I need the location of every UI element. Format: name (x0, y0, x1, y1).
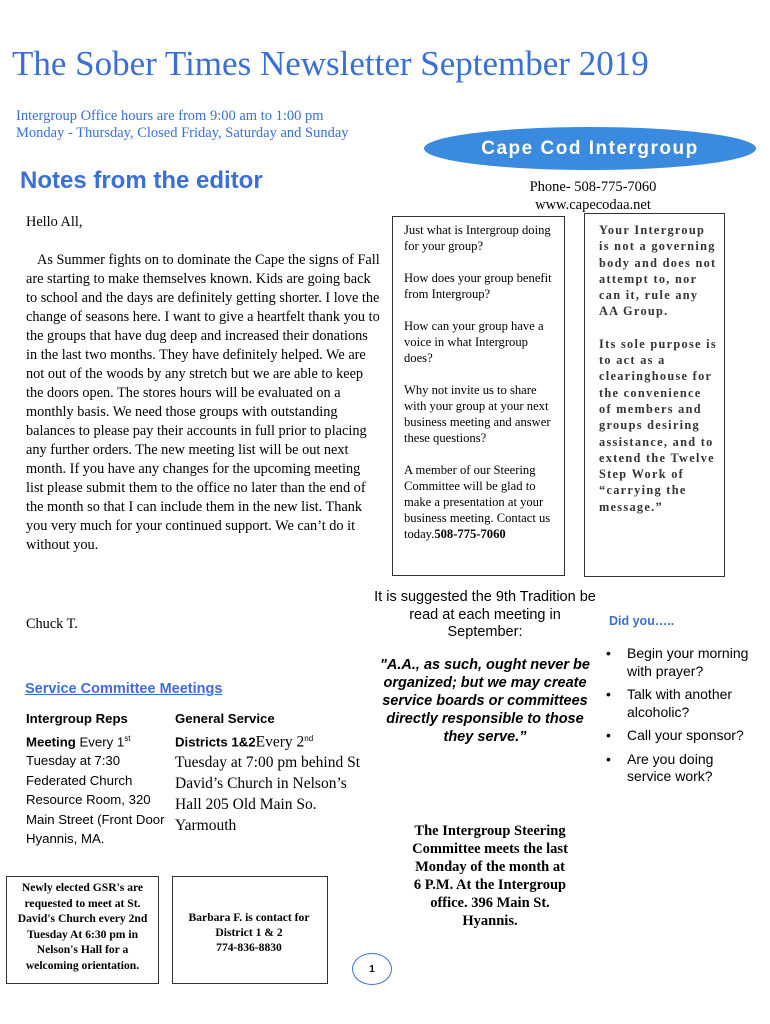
bullet-icon: • (606, 645, 611, 661)
editor-paragraph: As Summer fights on to dominate the Cape the signs of Fall are starting to make themselves known. Kids are going back to school and the days are definitely getting shorter. I love the change of seasons here. I want to give a heartfelt thank you to the groups that have dug deep and increased their donations in the last two months. They have definitely helped. We are not out of the woods by any stretch but we are able to keep the doors open. The stores hours will be evaluated on a monthly basis. We need those groups with outstanding balances to please pay their accounts in full prior to placing any further orders. The new meeting list will be out next month. If you have any changes for the upcoming meeting list please submit them to the office no later than the end of the month so that I can include them in the new list. Thank you very much for your continued support. We can’t do it without you. (26, 252, 380, 553)
bullet-icon: • (606, 750, 611, 767)
question-3: How can your group have a voice in what Intergroup does? (404, 319, 544, 365)
editor-body (26, 213, 381, 555)
reps-details: Tuesday at 7:30 Federated Church Resource Room, 320 Main Street (Front Door Hyannis, MA. (26, 753, 165, 847)
bullet-icon: • (606, 686, 611, 702)
district-contact: Barbara F. is contact for District 1 & 2 774-836-8830 (188, 911, 310, 954)
questions-text (404, 222, 559, 558)
did-you-list (606, 645, 756, 792)
reps-title-2: Meeting (26, 733, 76, 749)
purpose-paragraph-1: Your Intergroup is not a governing body and does not attempt to, nor can it, rule any AA Group. (599, 223, 717, 319)
page-number: 1 (352, 953, 392, 985)
bullet-icon: • (606, 727, 611, 743)
website-link[interactable]: www.capecodaa.net (535, 197, 651, 213)
editor-signature: Chuck T. (26, 616, 78, 632)
newsletter-title: The Sober Times Newsletter September 2019 (12, 44, 649, 83)
office-hours (16, 108, 349, 142)
tradition-quote: "A.A., as such, ought never be organized; but we may create service boards or committees directly responsible to those they serve.” (380, 657, 590, 745)
general-service-meeting: General Service Districts 1&2Every 2nd Tuesday at 7:00 pm behind St David’s Church in Nelson’s Hall 205 Old Main So. Yarmouth (175, 711, 361, 834)
question-4: Why not invite us to share with your group at your next business meeting and answer these questions? (404, 383, 551, 445)
steering-offer-phone: 508-775-7060 (434, 527, 506, 541)
contact-info (498, 178, 688, 214)
list-item: • Talk with another alcoholic? (606, 686, 733, 720)
tradition-intro: It is suggested the 9th Tradition be read at each meeting in September: (374, 589, 596, 640)
office-hours-line1: Intergroup Office hours are from 9:00 am to 1:00 pm (16, 108, 324, 124)
steering-committee-notice: The Intergroup Steering Committee meets the last Monday of the month at 6 P.M. At the Intergroup office. 396 Main St. Hyannis. (412, 823, 568, 929)
intergroup-banner: Cape Cod Intergroup (424, 127, 756, 170)
reps-title: Intergroup Reps (26, 711, 128, 726)
question-2: How does your group benefit from Intergroup? (404, 271, 552, 301)
list-item: • Call your sponsor? (606, 727, 744, 743)
steering-offer (404, 462, 559, 542)
gs-title-2: Districts 1&2 (175, 733, 256, 749)
question-1: Just what is Intergroup doing for your group? (404, 223, 551, 253)
gs-details: Tuesday at 7:00 pm behind St David’s Church in Nelson’s Hall 205 Old Main So. Yarmouth (175, 753, 361, 834)
editor-heading: Notes from the editor (20, 167, 263, 194)
gs-title: General Service (175, 711, 275, 726)
office-hours-line2: Monday - Thursday, Closed Friday, Saturday and Sunday (16, 125, 349, 141)
purpose-paragraph-2: Its sole purpose is to act as a clearinghouse for the convenience of members and groups desiring assistance, and to extend the Twelve Step Work of “carrying the message.” (599, 336, 717, 514)
intergroup-purpose-text (599, 222, 717, 531)
intergroup-reps-meeting: Intergroup Reps Meeting Every 1st Tuesday at 7:30 Federated Church Resource Room, 320 Main Street (Front Door Hyannis, MA. (26, 711, 165, 847)
list-item: • Are you doing service work? (606, 750, 714, 784)
list-item: • Begin your morning with prayer? (606, 645, 749, 679)
editor-greeting: Hello All, (26, 214, 83, 230)
gsr-notice: Newly elected GSR's are requested to meet at St. David's Church every 2nd Tuesday At 6:30 pm in Nelson's Hall for a welcoming orientation. (17, 881, 148, 972)
service-committee-heading: Service Committee Meetings (25, 681, 223, 697)
phone-number: Phone- 508-775-7060 (529, 179, 657, 195)
did-you-heading: Did you….. (609, 614, 675, 628)
steering-offer-text: A member of our Steering Committee will be glad to make a presentation at your business meeting. Contact us today. (404, 463, 551, 541)
